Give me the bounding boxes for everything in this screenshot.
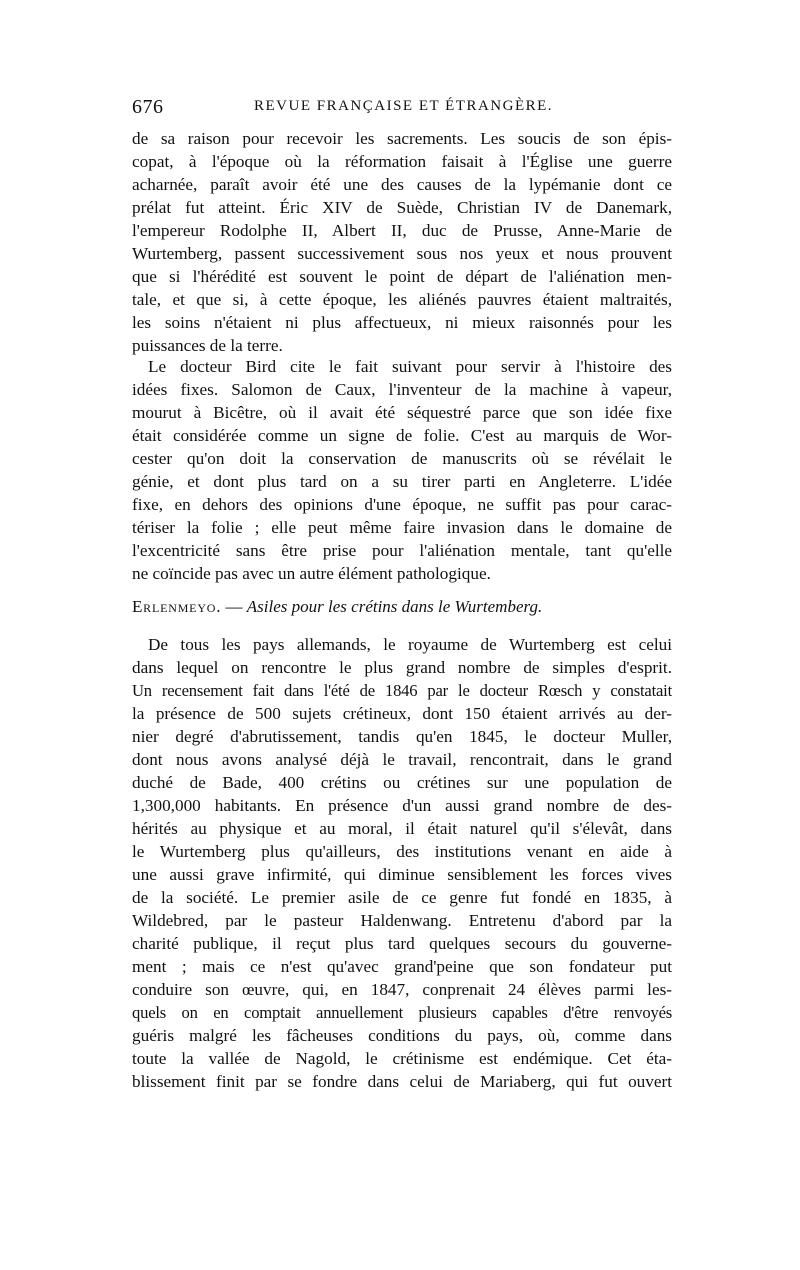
- text-line: dont nous avons analysé déjà le travail, rencontrait, dans le grand: [132, 750, 672, 769]
- text-line: duché de Bade, 400 crétins ou crétines sur une population de: [132, 773, 672, 792]
- section-heading: [132, 594, 672, 620]
- section-author: Erlenmeyo.: [132, 597, 222, 616]
- text-line: toute la vallée de Nagold, le crétinisme est endémique. Cet éta-: [132, 1049, 672, 1068]
- running-title: REVUE FRANÇAISE ET ÉTRANGÈRE.: [254, 98, 554, 114]
- page-header: [132, 96, 672, 122]
- text-line: copat, à l'époque où la réformation faisait à l'Église une guerre: [132, 152, 672, 171]
- text-line: Le docteur Bird cite le fait suivant pour servir à l'histoire des: [148, 357, 672, 376]
- text-line: dans lequel on rencontre le plus grand nombre de simples d'esprit.: [132, 658, 672, 677]
- text-line: quels on en comptait annuellement plusieurs capables d'être renvoyés: [132, 1003, 672, 1022]
- text-line: la présence de 500 sujets crétineux, dont 150 étaient arrivés au der-: [132, 704, 672, 723]
- text-line: prélat fut atteint. Éric XIV de Suède, Christian IV de Danemark,: [132, 198, 672, 217]
- text-line: l'excentricité sans être prise pour l'aliénation mentale, tant qu'elle: [132, 541, 672, 560]
- text-line: l'empereur Rodolphe II, Albert II, duc de Prusse, Anne-Marie de: [132, 221, 672, 240]
- paragraph-2: [132, 355, 672, 585]
- text-line: charité publique, il reçut plus tard quelques secours du gouverne-: [132, 934, 672, 953]
- text-line: était considérée comme un signe de folie. C'est au marquis de Wor-: [132, 426, 672, 445]
- section-title: Asiles pour les crétins dans le Wurtemberg.: [246, 597, 543, 616]
- text-line: ne coïncide pas avec un autre élément pathologique.: [132, 564, 491, 583]
- text-line: une aussi grave infirmité, qui diminue sensiblement les forces vives: [132, 865, 672, 884]
- text-line: guéris malgré les fâcheuses conditions du pays, où, comme dans: [132, 1026, 672, 1045]
- text-line: tale, et que si, à cette époque, les aliénés pauvres étaient maltraités,: [132, 290, 672, 309]
- text-line: 1,300,000 habitants. En présence d'un aussi grand nombre de des-: [132, 796, 672, 815]
- text-line: blissement finit par se fondre dans celui de Mariaberg, qui fut ouvert: [132, 1072, 672, 1091]
- text-line: cester qu'on doit la conservation de manuscrits où se révélait le: [132, 449, 672, 468]
- text-line: tériser la folie ; elle peut même faire invasion dans le domaine de: [132, 518, 672, 537]
- text-line: Wildebred, par le pasteur Haldenwang. Entretenu d'abord par la: [132, 911, 672, 930]
- paragraph-1: [132, 127, 672, 357]
- page-number: 676: [132, 96, 164, 118]
- text-line: conduire son œuvre, qui, en 1847, conprenait 24 élèves parmi les-: [132, 980, 672, 999]
- text-line: mourut à Bicêtre, où il avait été séquestré parce que son idée fixe: [132, 403, 672, 422]
- section-dash: —: [225, 597, 243, 616]
- text-line: ment ; mais ce n'est qu'avec grand'peine que son fondateur put: [132, 957, 672, 976]
- text-line: de la société. Le premier asile de ce genre fut fondé en 1835, à: [132, 888, 672, 907]
- text-line: acharnée, paraît avoir été une des causes de la lypémanie dont ce: [132, 175, 672, 194]
- text-line: le Wurtemberg plus qu'ailleurs, des institutions venant en aide à: [132, 842, 672, 861]
- text-line: que si l'hérédité est souvent le point de départ de l'aliénation men-: [132, 267, 672, 286]
- text-line: Un recensement fait dans l'été de 1846 par le docteur Rœsch y constatait: [132, 681, 672, 700]
- text-line: De tous les pays allemands, le royaume de Wurtemberg est celui: [148, 635, 672, 654]
- text-line: idées fixes. Salomon de Caux, l'inventeur de la machine à vapeur,: [132, 380, 672, 399]
- text-line: Wurtemberg, passent successivement sous nos yeux et nous prouvent: [132, 244, 672, 263]
- text-line: de sa raison pour recevoir les sacrements. Les soucis de son épis-: [132, 129, 672, 148]
- text-line: nier degré d'abrutissement, tandis qu'en 1845, le docteur Muller,: [132, 727, 672, 746]
- paragraph-3: [132, 633, 672, 1093]
- text-line: les soins n'étaient ni plus affectueux, ni mieux raisonnés pour les: [132, 313, 672, 332]
- text-line: fixe, en dehors des opinions d'une époque, ne suffit pas pour carac-: [132, 495, 672, 514]
- text-line: hérités au physique et au moral, il était naturel qu'il s'élevât, dans: [132, 819, 672, 838]
- text-line: génie, et dont plus tard on a su tirer parti en Angleterre. L'idée: [132, 472, 672, 491]
- text-line: puissances de la terre.: [132, 336, 283, 355]
